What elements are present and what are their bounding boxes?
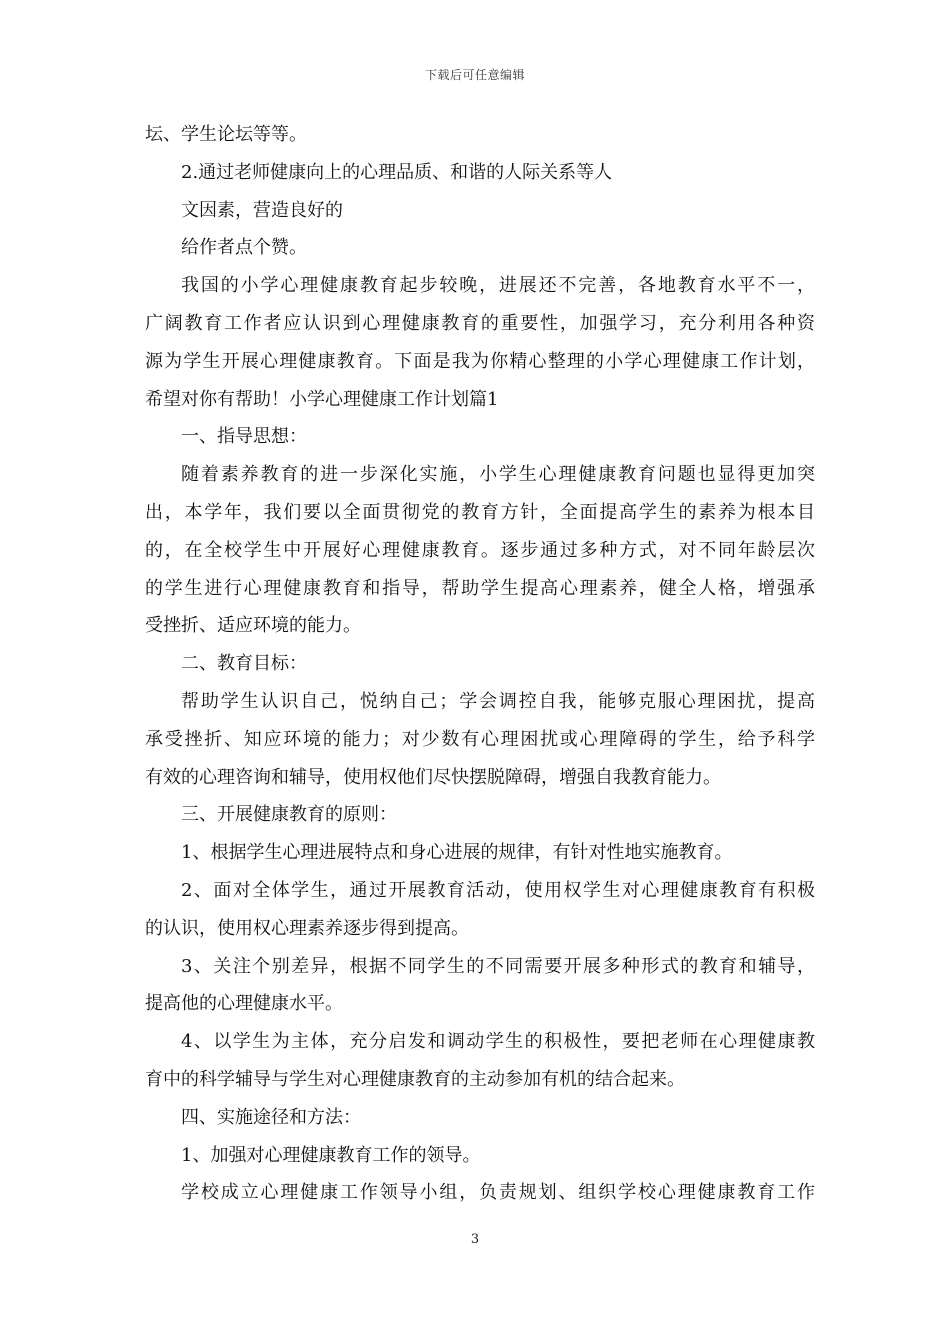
text-line: 帮助学生认识自己，悦纳自己；学会调控自我，能够克服心理困扰，提高 xyxy=(181,690,815,712)
text-line: 学校成立心理健康工作领导小组，负责规划、组织学校心理健康教育工作 xyxy=(181,1182,815,1204)
text-line: 3、关注个别差异，根据不同学生的不同需要开展多种形式的教育和辅导， xyxy=(181,955,815,977)
text-line: 1、加强对心理健康教育工作的领导。 xyxy=(181,1144,481,1166)
text-line: 承受挫折、知应环境的能力；对少数有心理困扰或心理障碍的学生，给予科学 xyxy=(145,728,815,750)
text-line: 2、面对全体学生，通过开展教育活动，使用权学生对心理健康教育有积极 xyxy=(181,879,815,901)
text-line: 随着素养教育的进一步深化实施，小学生心理健康教育问题也显得更加突 xyxy=(181,464,815,486)
text-line: 我国的小学心理健康教育起步较晚，进展还不完善，各地教育水平不一， xyxy=(181,275,815,297)
text-line: 四、实施途径和方法： xyxy=(181,1106,361,1128)
document-body xyxy=(145,116,815,1212)
text-line: 的，在全校学生中开展好心理健康教育。逐步通过多种方式，对不同年龄层次 xyxy=(145,539,815,561)
text-line: 提高他的心理健康水平。 xyxy=(145,993,343,1015)
text-line: 受挫折、适应环境的能力。 xyxy=(145,615,361,637)
text-line: 广阔教育工作者应认识到心理健康教育的重要性，加强学习，充分利用各种资 xyxy=(145,312,815,334)
text-line: 一、指导思想： xyxy=(181,426,307,448)
page-header: 下载后可任意编辑 xyxy=(424,68,525,82)
text-line: 育中的科学辅导与学生对心理健康教育的主动参加有机的结合起来。 xyxy=(145,1068,685,1090)
text-line: 的学生进行心理健康教育和指导，帮助学生提高心理素养，健全人格，增强承 xyxy=(145,577,815,599)
text-line: 文因素，营造良好的 xyxy=(181,199,343,221)
text-line: 4、以学生为主体，充分启发和调动学生的积极性，要把老师在心理健康教 xyxy=(181,1031,815,1053)
text-line: 坛、学生论坛等等。 xyxy=(145,124,307,145)
text-line: 源为学生开展心理健康教育。下面是我为你精心整理的小学心理健康工作计划， xyxy=(145,350,815,372)
text-line: 1、根据学生心理进展特点和身心进展的规律，有针对性地实施教育。 xyxy=(181,842,733,864)
text-line: 的认识，使用权心理素养逐步得到提高。 xyxy=(145,917,469,939)
page-number: 3 xyxy=(470,1232,480,1247)
text-line: 三、开展健康教育的原则： xyxy=(181,804,397,826)
text-line: 给作者点个赞。 xyxy=(181,237,307,259)
text-line: 有效的心理咨询和辅导，使用权他们尽快摆脱障碍，增强自我教育能力。 xyxy=(145,766,721,788)
text-line: 出，本学年，我们要以全面贯彻党的教育方针，全面提高学生的素养为根本目 xyxy=(145,501,815,523)
text-line: 2.通过老师健康向上的心理品质、和谐的人际关系等人 xyxy=(181,161,613,183)
text-line: 二、教育目标： xyxy=(181,653,307,675)
text-line: 希望对你有帮助！小学心理健康工作计划篇1 xyxy=(145,388,499,410)
